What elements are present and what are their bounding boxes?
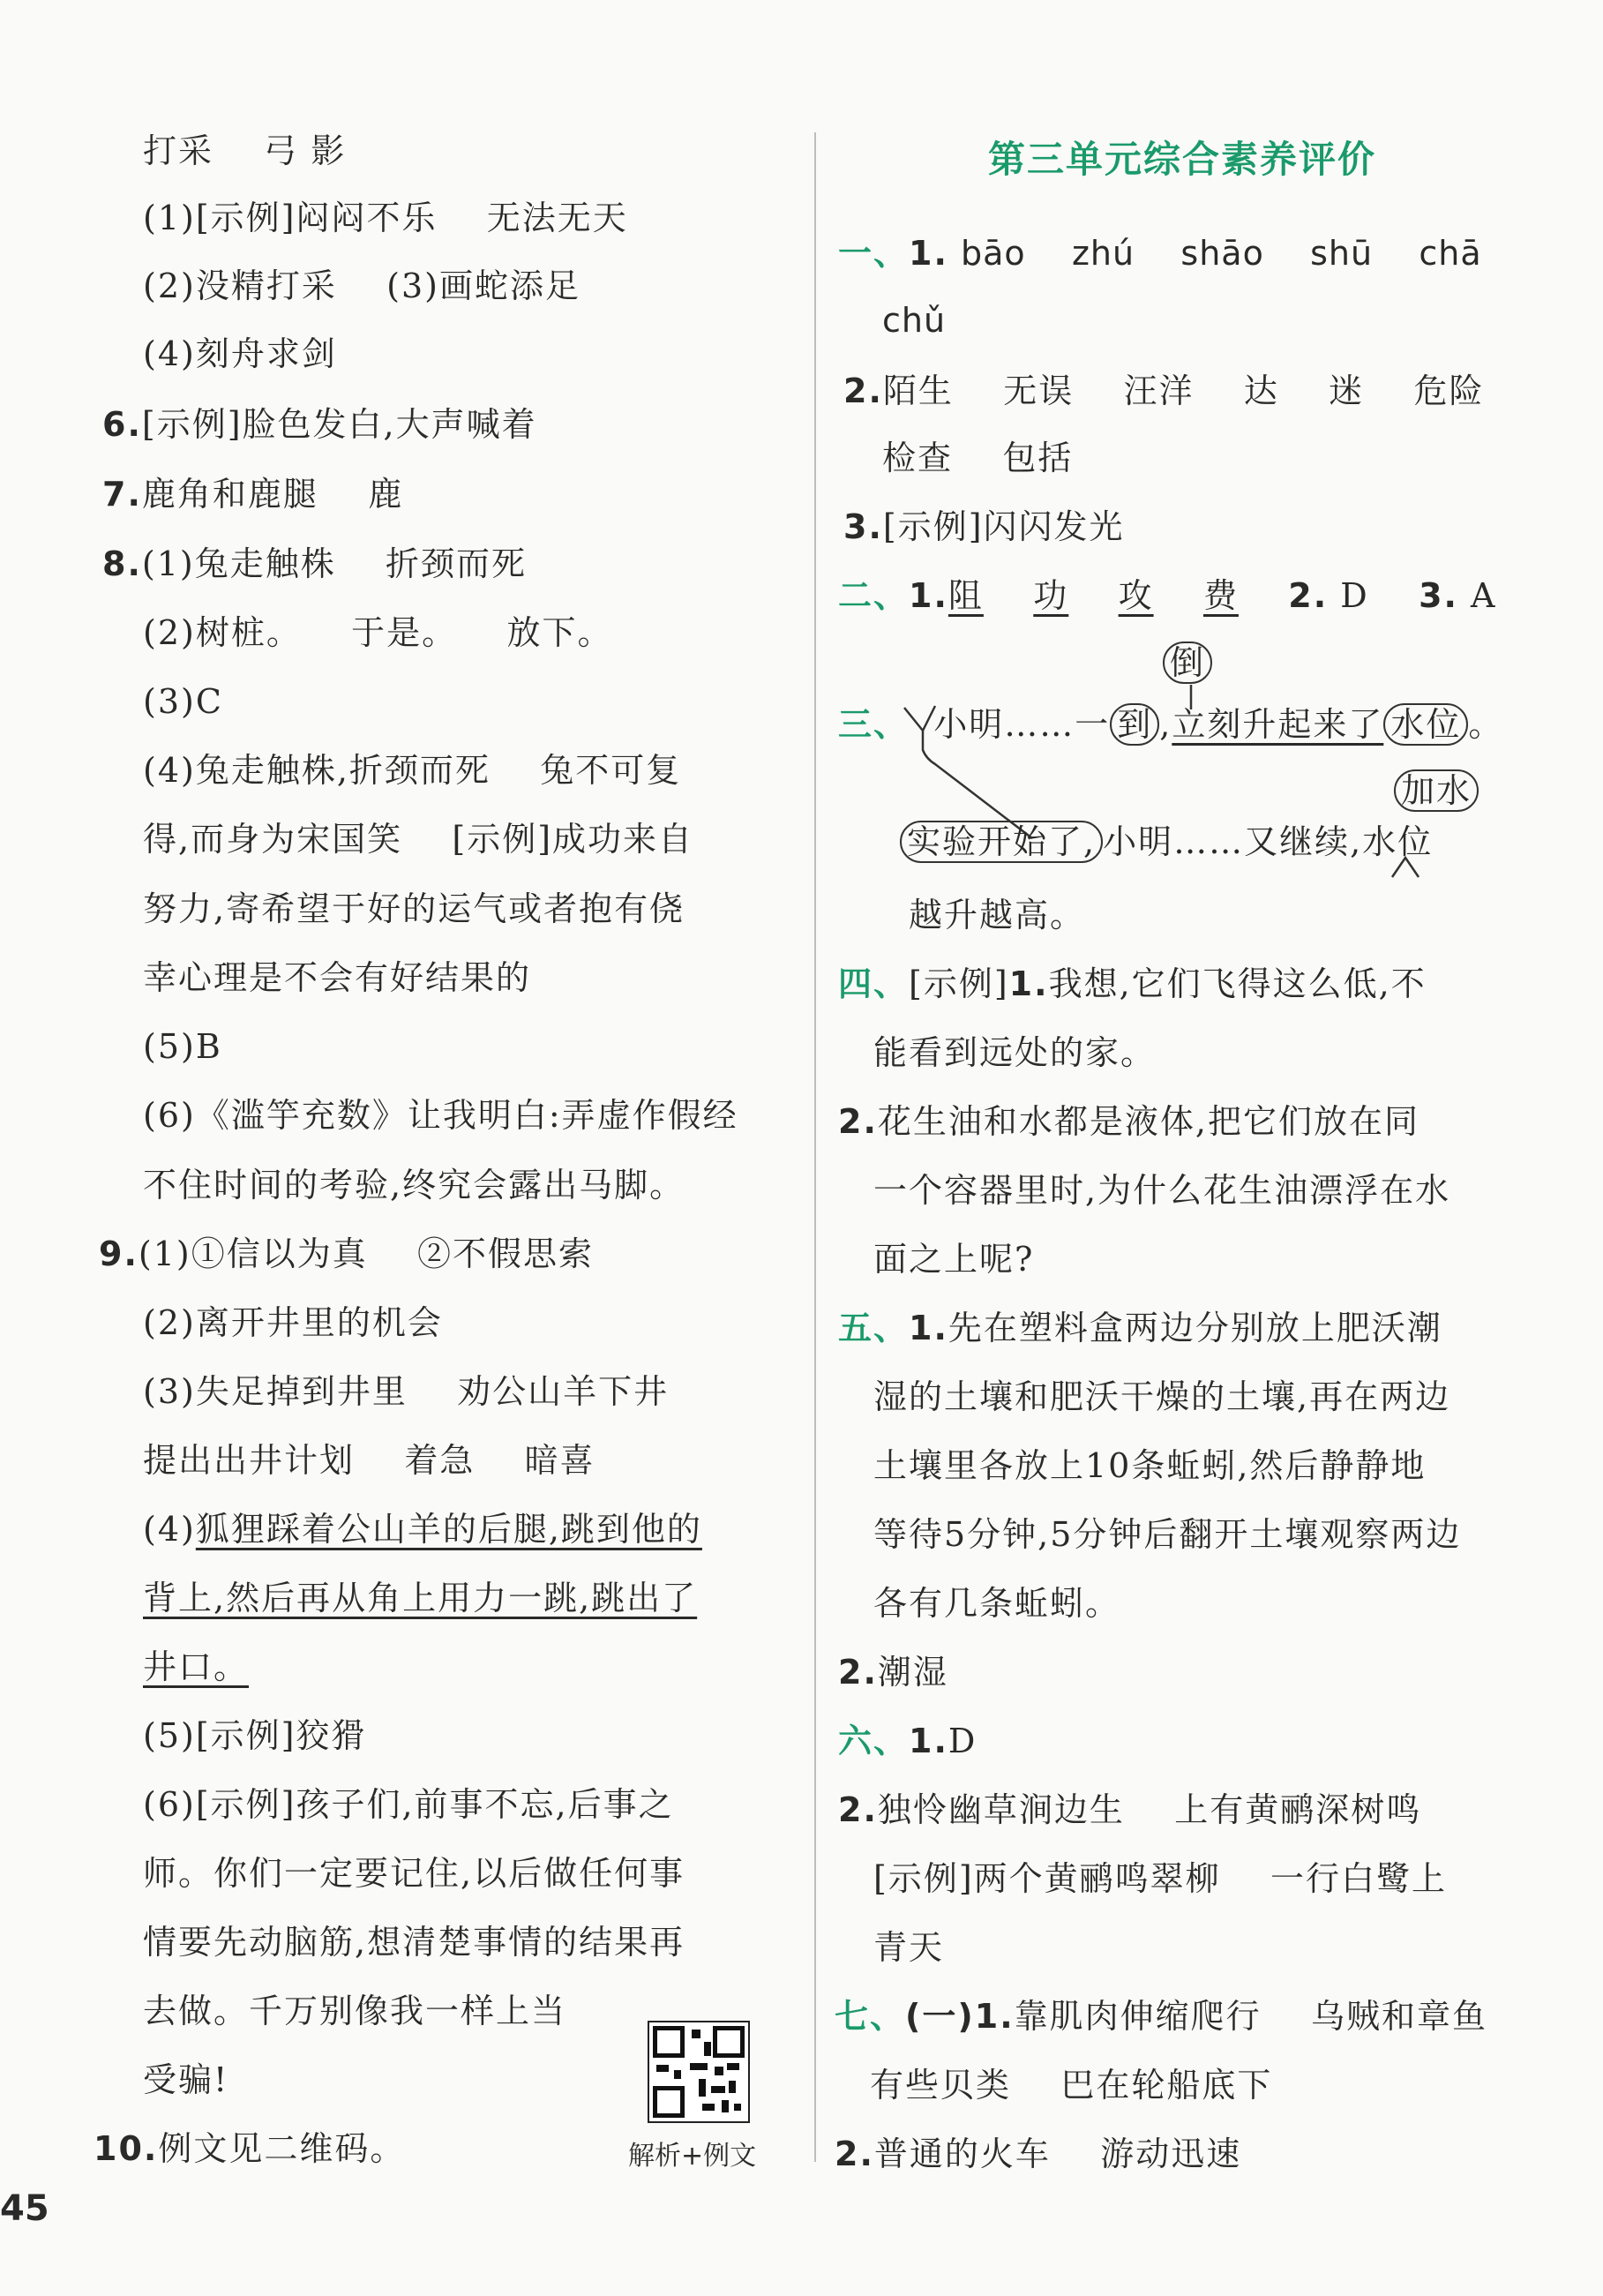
left-line-2: (1)[示例]闷闷不乐 无法无天 <box>143 199 628 237</box>
item-text: 独怜幽草涧边生 上有黄鹂深树鸣 <box>877 1790 1422 1829</box>
left-line-20: 提出出井计划 着急 暗喜 <box>143 1441 596 1480</box>
item-text: 我想,它们飞得这么低,不 <box>1048 964 1427 1003</box>
right-sec6-line2: [示例]两个黄鹂鸣翠柳 一行白鹭上 <box>873 1859 1447 1898</box>
right-sec4 <box>838 962 1427 1006</box>
section-number: 四、 <box>838 964 910 1003</box>
right-sec7 <box>835 1994 1487 2038</box>
right-sec4-q2-line3: 面之上呢? <box>873 1240 1035 1279</box>
item-text: D <box>1340 576 1369 615</box>
left-line-23: 井口。 <box>143 1647 250 1686</box>
item-number: 6. <box>102 405 142 444</box>
qr-caption: 解析+例文 <box>628 2141 757 2172</box>
item-number: 10. <box>94 2129 159 2168</box>
right-sec6 <box>838 1719 977 1763</box>
right-q1-line2: chǔ <box>882 301 947 340</box>
right-sec3-line1 <box>838 702 1503 747</box>
pinyin-answers: bāo zhú shāo shū chā <box>961 234 1482 273</box>
item-text: [示例]脸色发白,大声喊着 <box>141 405 537 444</box>
left-line-19: (3)失足掉到井里 劝公山羊下井 <box>143 1372 670 1411</box>
item-number: 3. <box>1419 576 1458 615</box>
item-text: 陌生 无误 汪洋 达 迷 危险 <box>882 371 1485 410</box>
left-line-25: (6)[示例]孩子们,前事不忘,后事之 <box>143 1785 674 1824</box>
item-number: 1. <box>909 1722 948 1760</box>
left-item-9 <box>99 1232 594 1276</box>
left-line-13: 幸心理是不会有好结果的 <box>143 958 532 997</box>
right-sec3-line3: 越升越高。 <box>909 896 1086 934</box>
left-line-9: (3)C <box>143 682 223 721</box>
left-line-15: (6)《滥竽充数》让我明白:弄虚作假经 <box>143 1096 738 1135</box>
left-line-18: (2)离开井里的机会 <box>143 1303 443 1342</box>
item-number: 2. <box>838 1102 878 1141</box>
section-number: 三、 <box>838 705 910 744</box>
item-text: 靠肌肉伸缩爬行 乌贼和章鱼 <box>1014 1997 1487 2036</box>
item-text: (1)①信以为真 ②不假思索 <box>138 1234 595 1273</box>
right-q2-line2: 检查 包括 <box>882 439 1074 477</box>
item-text: 花生油和水都是液体,把它们放在同 <box>877 1102 1419 1141</box>
section-number: 一、 <box>838 234 910 273</box>
sentence-part: ,水位 <box>1350 822 1434 861</box>
item-number: (一)1. <box>905 1997 1015 2036</box>
item-text: 先在塑料盒两边分别放上肥沃潮 <box>948 1309 1442 1347</box>
left-line-8: (2)树桩。 于是。 放下。 <box>143 613 613 652</box>
answer-char: 攻 <box>1118 576 1154 615</box>
item-number: 1. <box>909 234 948 273</box>
sub-number: (4) <box>143 1510 196 1549</box>
left-line-26: 师。你们一定要记住,以后做任何事 <box>143 1854 685 1893</box>
right-sec5-line3: 土壤里各放上10条蚯蚓,然后静静地 <box>873 1446 1427 1485</box>
item-number: 2. <box>838 1790 878 1829</box>
underlined-answer: 狐狸踩着公山羊的后腿,跳到他的 <box>195 1510 702 1549</box>
section-number: 五、 <box>838 1309 910 1347</box>
left-line-12: 努力,寄希望于好的运气或者抱有侥 <box>143 889 685 928</box>
right-sec3-line2 <box>900 820 1433 864</box>
left-item-7 <box>102 472 403 516</box>
item-text: A <box>1471 576 1497 615</box>
item-text: 鹿角和鹿腿 鹿 <box>141 475 404 514</box>
example-tag: [示例] <box>909 964 1009 1003</box>
left-line-29: 受骗! <box>143 2060 229 2099</box>
right-q1 <box>838 231 1482 275</box>
underlined-phrase: 立刻升起来了 <box>1172 705 1384 744</box>
right-sec5-line5: 各有几条蚯蚓。 <box>873 1584 1121 1623</box>
item-number: 7. <box>102 475 142 514</box>
right-q2 <box>843 369 1484 413</box>
right-sec4-line2: 能看到远处的家。 <box>873 1033 1157 1072</box>
item-number: 1. <box>909 576 948 615</box>
right-sec5-line2: 湿的土壤和肥沃干燥的土壤,再在两边 <box>873 1377 1451 1416</box>
section-number: 二、 <box>838 576 910 615</box>
left-line-11: 得,而身为宋国笑 [示例]成功来自 <box>143 820 694 859</box>
item-number: 1. <box>1008 964 1049 1003</box>
item-text: (1)兔走触株 折颈而死 <box>141 544 528 583</box>
section-title: 第三单元综合素养评价 <box>988 138 1377 181</box>
answer-char: 功 <box>1033 576 1069 615</box>
left-line-28: 去做。千万别像我一样上当 <box>143 1992 567 2030</box>
sentence-part: 。 <box>1468 705 1504 744</box>
left-line-1: 打采 弓 影 <box>143 131 347 170</box>
left-line-24: (5)[示例]狡猾 <box>143 1716 367 1755</box>
right-sec6-q2 <box>838 1788 1421 1832</box>
item-number: 2. <box>835 2135 874 2173</box>
right-q3 <box>843 505 1125 549</box>
left-line-27: 情要先动脑筋,想清楚事情的结果再 <box>143 1923 685 1962</box>
item-text: D <box>948 1722 978 1760</box>
answer-char: 费 <box>1202 576 1239 615</box>
left-line-22: 背上,然后再从角上用力一跳,跳出了 <box>143 1579 698 1617</box>
circled-phrase: 实验开始了, <box>900 821 1103 863</box>
right-sec7-line2: 有些贝类 巴在轮船底下 <box>870 2066 1273 2105</box>
item-text: 潮湿 <box>877 1653 948 1692</box>
right-sec5-line4: 等待5分钟,5分钟后翻开土壤观察两边 <box>873 1515 1462 1554</box>
right-sec7-q2 <box>835 2132 1241 2176</box>
item-text: 例文见二维码。 <box>158 2129 406 2168</box>
answer-char: 阻 <box>948 576 984 615</box>
left-line-14: (5)B <box>143 1027 222 1066</box>
item-text: 普通的火车 游动迅速 <box>873 2135 1242 2173</box>
left-item-8 <box>102 542 527 586</box>
left-line-3: (2)没精打采 (3)画蛇添足 <box>143 266 581 305</box>
left-item-6 <box>102 402 537 446</box>
item-number: 2. <box>838 1653 878 1692</box>
column-divider <box>814 132 816 2162</box>
item-number: 8. <box>102 544 142 583</box>
left-line-21 <box>143 1507 702 1551</box>
left-line-4: (4)刻舟求剑 <box>143 334 337 373</box>
right-sec6-line3: 青天 <box>873 1928 945 1967</box>
sentence-part: 小明……一 <box>933 705 1111 744</box>
right-sec5 <box>838 1306 1442 1350</box>
circled-word: 水位 <box>1383 703 1468 746</box>
sentence-part: , <box>1159 705 1172 744</box>
qr-code-icon[interactable] <box>648 2021 750 2123</box>
inserted-word-dao: 倒 <box>1163 642 1212 684</box>
item-number: 2. <box>843 371 883 410</box>
section-number: 七、 <box>835 1997 906 2036</box>
right-sec4-q2 <box>838 1099 1419 1144</box>
left-item-10 <box>94 2127 405 2171</box>
item-number: 2. <box>1288 576 1329 615</box>
section-number: 六、 <box>838 1722 910 1760</box>
item-number: 3. <box>843 507 883 546</box>
page-number: 45 <box>0 2188 49 2229</box>
right-sec5-q2 <box>838 1650 948 1694</box>
right-sec4-q2-line2: 一个容器里时,为什么花生油漂浮在水 <box>873 1171 1451 1210</box>
item-number: 1. <box>909 1309 948 1347</box>
right-sec2 <box>838 574 1497 618</box>
circled-word: 到 <box>1110 703 1159 746</box>
item-text: [示例]闪闪发光 <box>882 507 1125 546</box>
left-line-10: (4)兔走触株,折颈而死 兔不可复 <box>143 751 682 790</box>
item-number: 9. <box>99 1234 139 1273</box>
left-line-16: 不住时间的考验,终究会露出马脚。 <box>143 1166 685 1204</box>
sentence-part: 小明……又继续 <box>1103 822 1351 861</box>
inserted-word-jiashui: 加水 <box>1394 769 1479 812</box>
